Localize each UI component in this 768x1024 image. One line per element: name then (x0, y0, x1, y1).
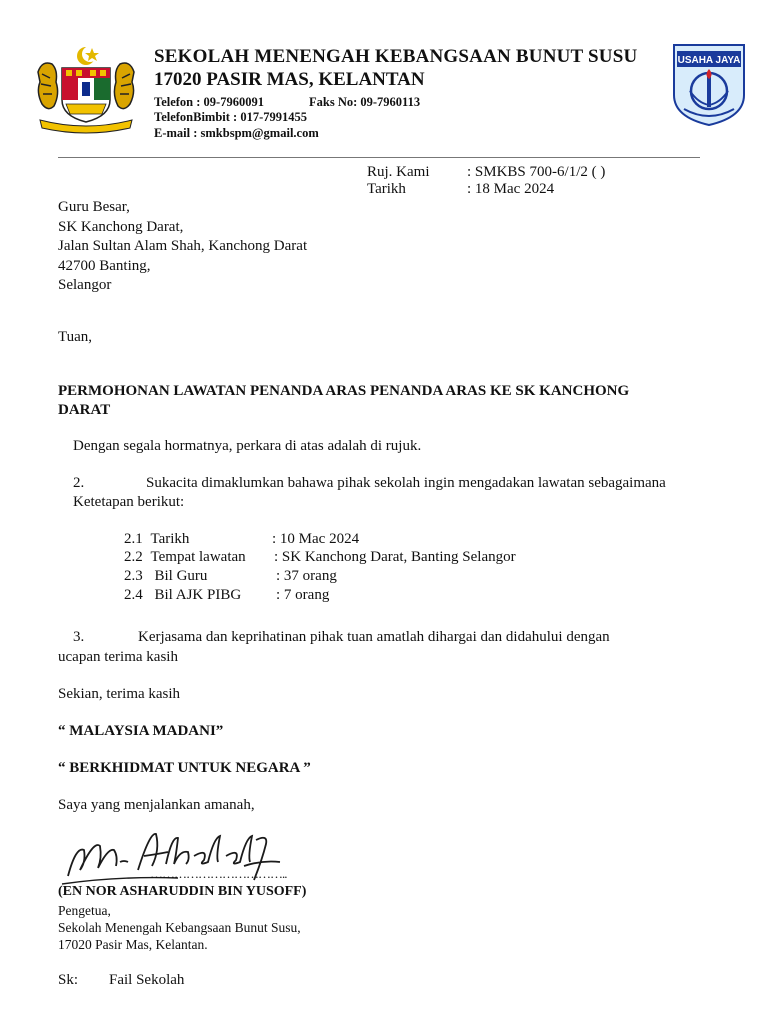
recipient-line: SK Kanchong Darat, (58, 218, 184, 235)
paragraph-3-text: Kerjasama dan keprihatinan pihak tuan amatlah dihargai dan didahului dengan (138, 629, 610, 645)
coat-of-arms-logo (32, 42, 140, 134)
ref-label: Ruj. Kami (367, 164, 430, 180)
date-label: Tarikh (367, 181, 406, 197)
recipient-line: Selangor (58, 277, 112, 293)
closing-line: Sekian, terima kasih (58, 686, 181, 702)
detail-label: Tempat lawatan (150, 549, 246, 565)
signatory-title: Pengetua, (58, 903, 111, 918)
paragraph-2-number: 2. (73, 475, 85, 491)
recipient-line: 42700 Banting, (58, 257, 151, 274)
detail-item (124, 567, 207, 585)
header-divider (58, 157, 700, 158)
recipient-line: Jalan Sultan Alam Shah, Kanchong Darat (58, 238, 308, 254)
email-address: E-mail : smkbspm@gmail.com (154, 126, 319, 140)
detail-item (124, 530, 189, 548)
signatory-address: 17020 Pasir Mas, Kelantan. (58, 937, 208, 952)
slogan-malaysia-madani: “ MALAYSIA MADANI” (58, 723, 224, 739)
recipient-address (58, 198, 307, 296)
detail-number: 2.1 (124, 531, 143, 547)
phone-number: Telefon : 09-7960091 (154, 95, 264, 109)
trust-line: Saya yang menjalankan amanah, (58, 797, 255, 813)
school-name: SEKOLAH MENENGAH KEBANGSAAN BUNUT SUSU (154, 46, 638, 67)
signatory-name: (EN NOR ASHARUDDIN BIN YUSOFF) (58, 884, 307, 899)
signatory-school: Sekolah Menengah Kebangsaan Bunut Susu, (58, 920, 301, 935)
salutation: Tuan, (58, 329, 93, 345)
detail-value: : 10 Mac 2024 (272, 531, 360, 547)
ref-value: : SMKBS 700-6/1/2 ( ) (467, 164, 606, 180)
signature-dotted-line: …………………………….. (150, 866, 287, 881)
date-value: : 18 Mac 2024 (467, 181, 555, 197)
detail-number: 2.4 (124, 587, 143, 603)
detail-item (124, 586, 241, 604)
paragraph-3-number: 3. (73, 629, 85, 645)
school-logo-motto: USAHA JAYA (677, 55, 741, 66)
paragraph-3-text-continued: ucapan terima kasih (58, 649, 178, 665)
detail-value: : 7 orang (276, 587, 330, 603)
detail-number: 2.2 (124, 549, 143, 565)
detail-value: : SK Kanchong Darat, Banting Selangor (274, 549, 516, 565)
detail-label: Bil AJK PIBG (154, 587, 242, 603)
school-address: 17020 PASIR MAS, KELANTAN (154, 69, 425, 90)
paragraph-2-text: Sukacita dimaklumkan bahawa pihak sekolah ingin mengadakan lawatan sebagaimana (146, 475, 666, 491)
school-logo (672, 43, 746, 127)
detail-label: Tarikh (150, 531, 190, 547)
detail-value: : 37 orang (276, 568, 337, 584)
signatory-details (58, 902, 301, 953)
detail-item (124, 548, 246, 566)
mobile-number: TelefonBimbit : 017-7991455 (154, 110, 308, 124)
subject-line: PERMOHONAN LAWATAN PENANDA ARAS PENANDA ARAS KE SK KANCHONG (58, 383, 630, 399)
subject-line-continued: DARAT (58, 402, 111, 418)
fax-number: Faks No: 09-7960113 (309, 95, 421, 109)
paragraph-1: Dengan segala hormatnya, perkara di atas adalah di rujuk. (73, 438, 422, 454)
cc-label: Sk: (58, 972, 79, 988)
detail-number: 2.3 (124, 568, 143, 584)
cc-value: Fail Sekolah (109, 972, 185, 988)
slogan-berkhidmat: “ BERKHIDMAT UNTUK NEGARA ” (58, 760, 311, 776)
detail-label: Bil Guru (154, 568, 208, 584)
paragraph-2-text-continued: Ketetapan berikut: (73, 494, 185, 510)
recipient-line: Guru Besar, (58, 199, 130, 215)
